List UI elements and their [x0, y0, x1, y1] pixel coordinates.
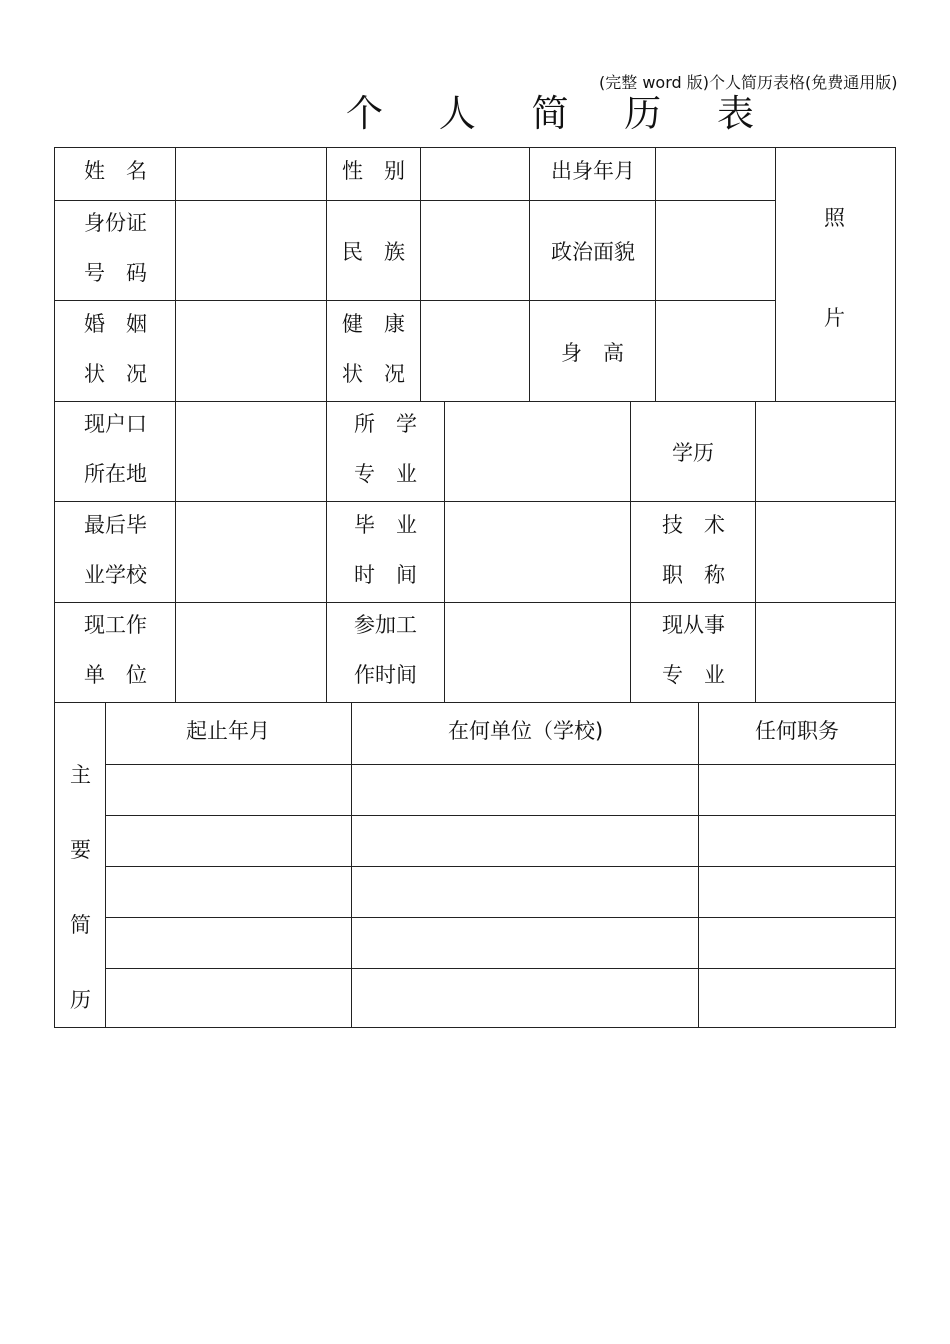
resume-side-label: 要: [70, 838, 91, 862]
label-hukou: 现户口: [84, 412, 147, 436]
label-id-number: 号 码: [84, 261, 147, 285]
value-cell-tech-title[interactable]: [755, 501, 896, 603]
label-grad-time: 时 间: [354, 563, 417, 587]
resume-side-label: 主: [70, 763, 91, 787]
header-note: (完整 word 版)个人简历表格(免费通用版): [599, 73, 898, 92]
label-workplace: 单 位: [84, 663, 147, 687]
resume-cell[interactable]: [698, 764, 896, 816]
value-cell-birth[interactable]: [655, 147, 776, 201]
value-cell-major[interactable]: [444, 401, 631, 502]
value-cell-id[interactable]: [175, 200, 327, 301]
resume-cell[interactable]: [351, 764, 699, 816]
label-gender: 性 别: [342, 159, 405, 183]
value-cell-education[interactable]: [755, 401, 896, 502]
label-photo: 片: [824, 306, 845, 330]
resume-side-label: 历: [70, 988, 91, 1012]
resume-cell[interactable]: [105, 968, 352, 1028]
label-health: 健 康: [342, 312, 405, 336]
resume-cell[interactable]: [351, 866, 699, 918]
label-major: 专 业: [354, 462, 417, 486]
label-political: 政治面貌: [551, 240, 635, 264]
label-education: 学历: [672, 441, 714, 465]
resume-col-position: 任何职务: [755, 719, 839, 743]
label-height: 身 高: [561, 341, 624, 365]
value-cell-gender[interactable]: [420, 147, 530, 201]
value-cell-workplace[interactable]: [175, 602, 327, 703]
label-ethnicity: 民 族: [342, 240, 405, 264]
value-cell-marital[interactable]: [175, 300, 327, 402]
label-work-start: 作时间: [354, 663, 417, 687]
label-marital: 状 况: [84, 362, 147, 386]
value-cell-grad-time[interactable]: [444, 501, 631, 603]
resume-cell[interactable]: [351, 917, 699, 969]
label-school: 最后毕: [84, 513, 147, 537]
label-photo: 照: [824, 206, 845, 230]
value-cell-work-start[interactable]: [444, 602, 631, 703]
label-birth: 出身年月: [551, 159, 635, 183]
resume-col-employer: 在何单位（学校): [448, 719, 604, 743]
label-profession: 现从事: [662, 613, 725, 637]
resume-side-label: 简: [70, 913, 91, 937]
label-hukou: 所在地: [84, 462, 147, 486]
value-cell-health[interactable]: [420, 300, 530, 402]
resume-cell[interactable]: [105, 815, 352, 867]
resume-cell[interactable]: [698, 917, 896, 969]
label-tech-title: 技 术: [662, 513, 725, 537]
label-tech-title: 职 称: [662, 563, 725, 587]
value-cell-hukou[interactable]: [175, 401, 327, 502]
resume-cell[interactable]: [698, 815, 896, 867]
label-name: 姓 名: [84, 159, 147, 183]
value-cell-ethnicity[interactable]: [420, 200, 530, 301]
resume-col-period: 起止年月: [186, 719, 270, 743]
label-school: 业学校: [84, 563, 147, 587]
label-grad-time: 毕 业: [354, 513, 417, 537]
resume-cell[interactable]: [105, 866, 352, 918]
value-cell-name[interactable]: [175, 147, 327, 201]
label-marital: 婚 姻: [84, 312, 147, 336]
resume-side-cell: [54, 702, 106, 1028]
value-cell-political[interactable]: [655, 200, 776, 301]
label-health: 状 况: [342, 362, 405, 386]
resume-cell[interactable]: [698, 866, 896, 918]
label-id-number: 身份证: [84, 211, 147, 235]
resume-cell[interactable]: [351, 815, 699, 867]
resume-cell[interactable]: [351, 968, 699, 1028]
value-cell-school[interactable]: [175, 501, 327, 603]
label-profession: 专 业: [662, 663, 725, 687]
resume-cell[interactable]: [105, 764, 352, 816]
label-work-start: 参加工: [354, 613, 417, 637]
resume-cell[interactable]: [105, 917, 352, 969]
photo-cell[interactable]: [775, 147, 896, 402]
value-cell-profession[interactable]: [755, 602, 896, 703]
label-major: 所 学: [354, 412, 417, 436]
label-workplace: 现工作: [84, 613, 147, 637]
resume-cell[interactable]: [698, 968, 896, 1028]
value-cell-height[interactable]: [655, 300, 776, 402]
page-title: 个 人 简 历 表: [346, 92, 777, 135]
